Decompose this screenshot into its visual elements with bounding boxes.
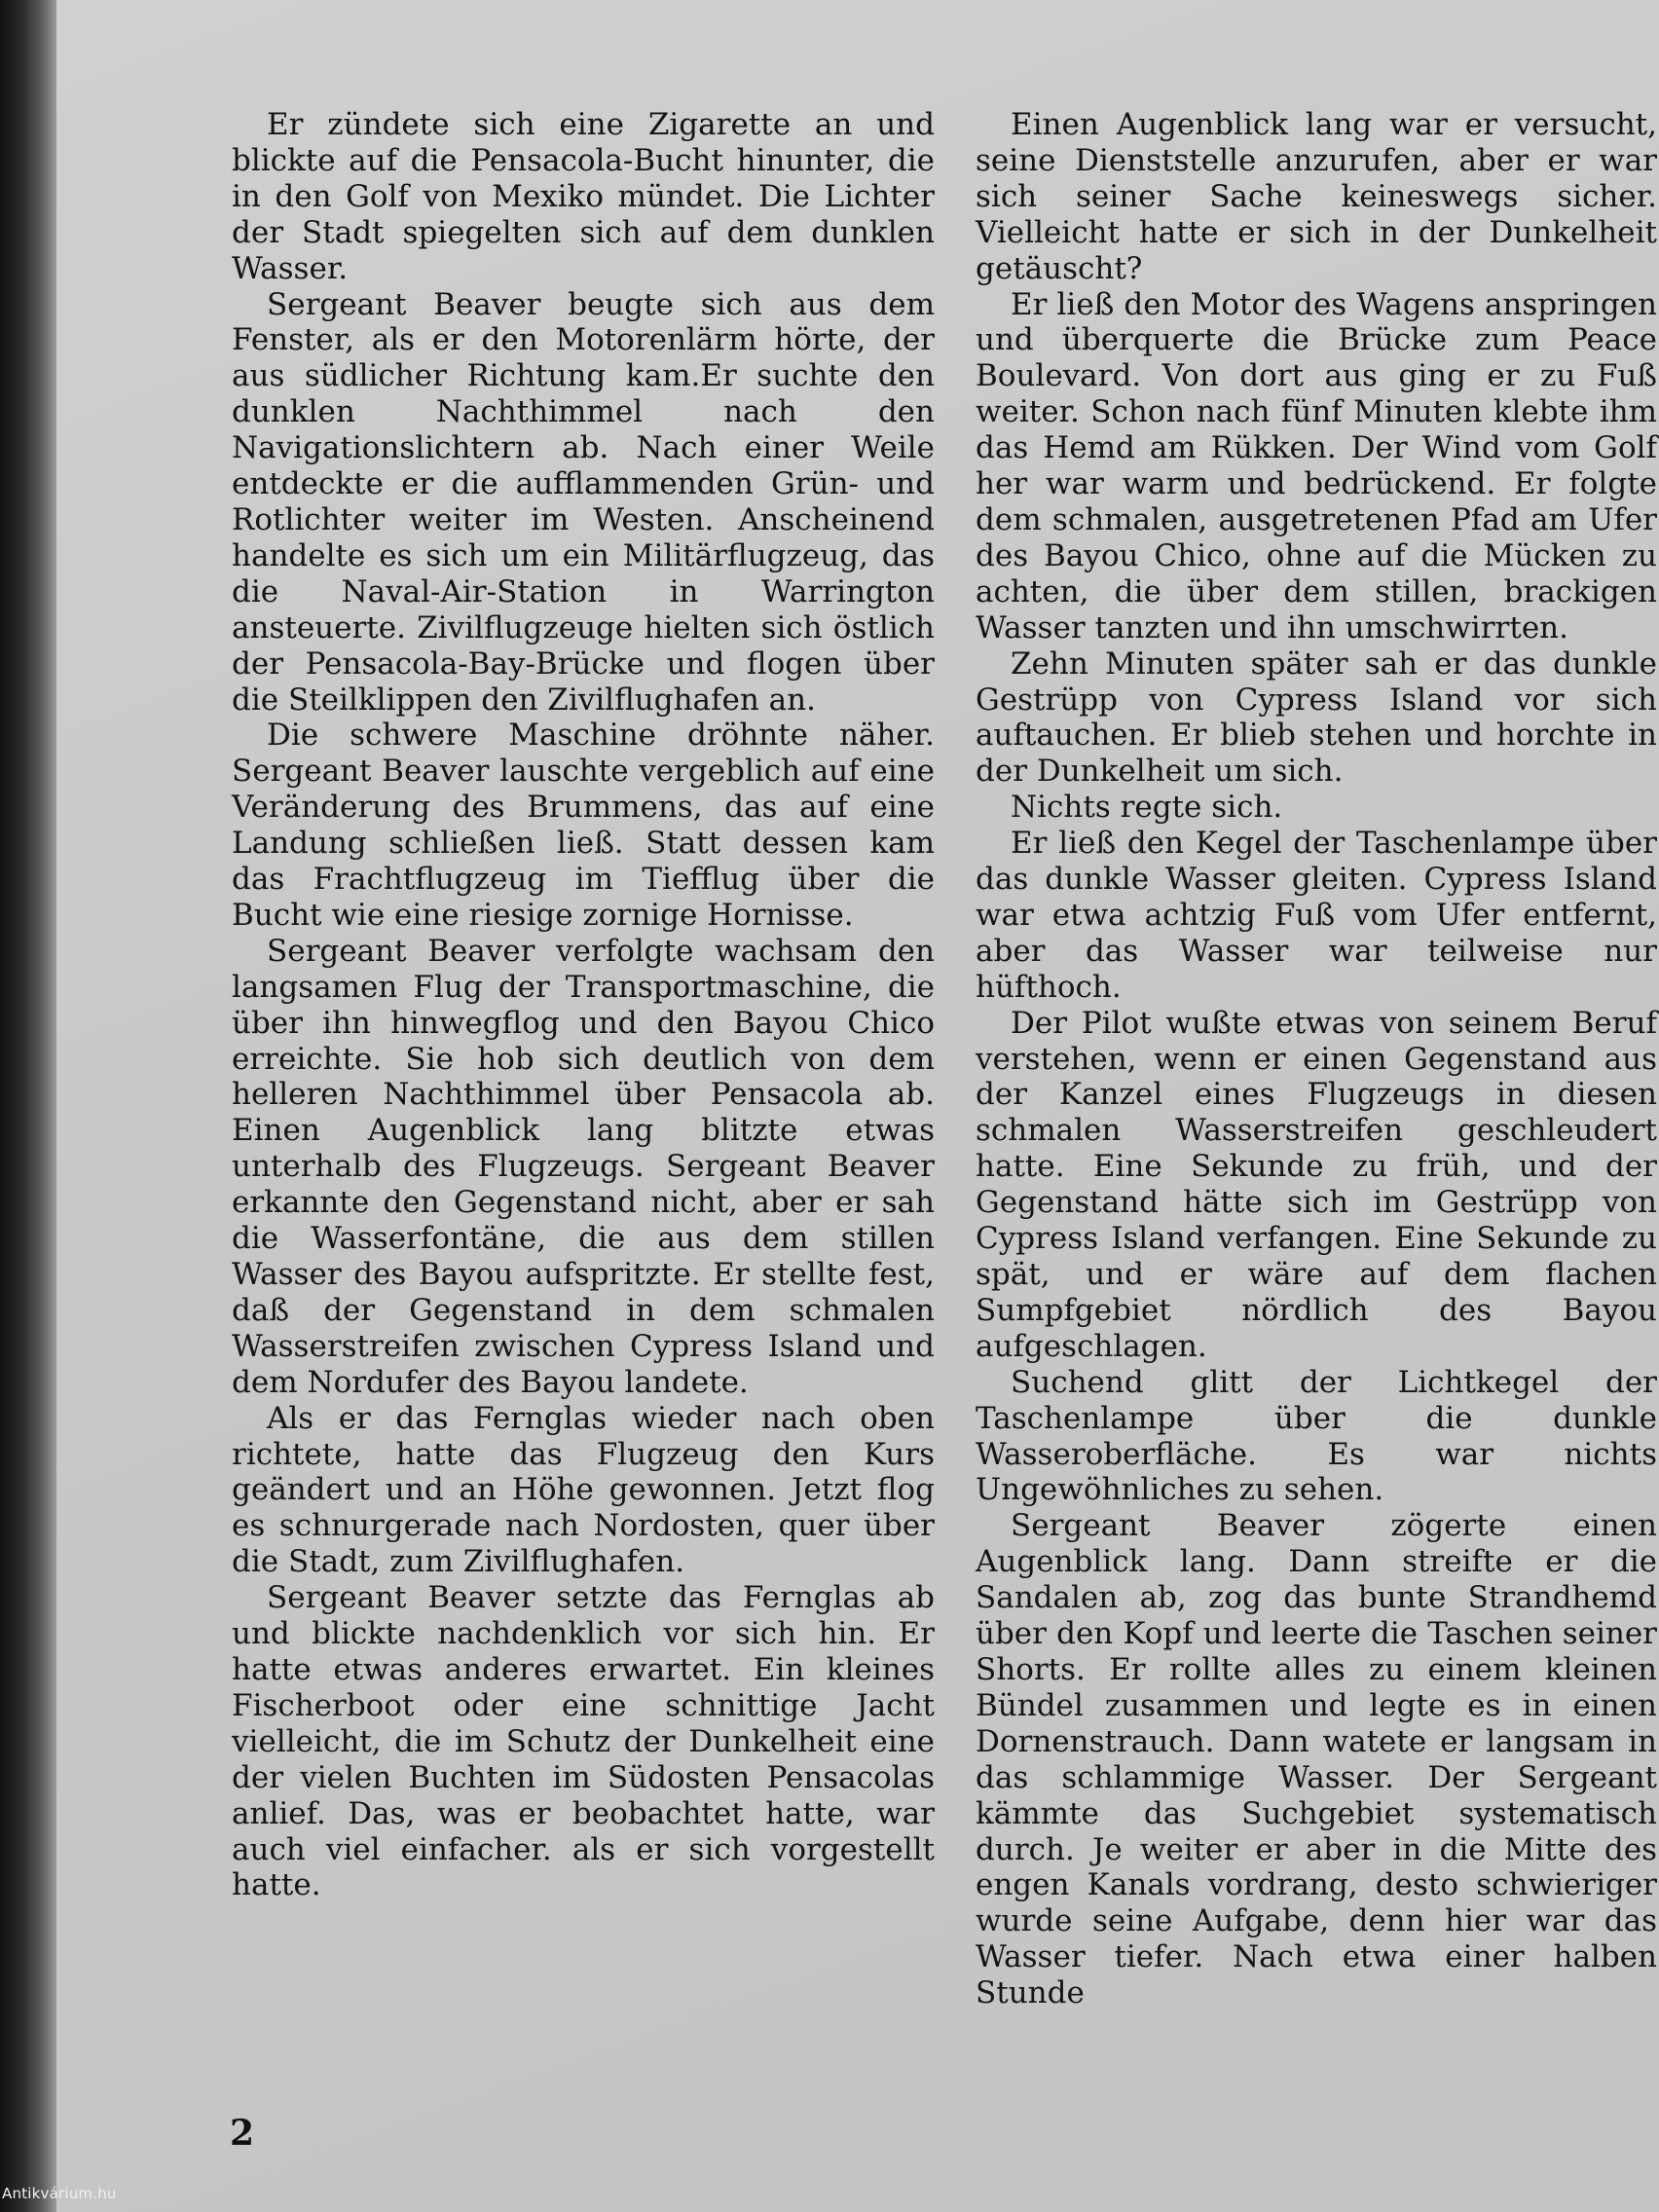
right-paragraph-4: Nichts regte sich. [1011,790,1283,826]
left-paragraph-1: Er zündete sich eine Zigarette an und blickte auf die Pensacola-Bucht hinunter, die in den Golf von Mexiko mündet. Die Lichter der Stadt spiegelten sich auf dem dunklen Wasser. [232,107,935,286]
left-paragraph-6: Sergeant Beaver setzte das Fernglas ab und blickte nachdenklich vor sich hin. Er hatte etwas anderes erwartet. Ein kleines Fischerboot oder eine schnittige Jacht vielleicht, die im Schutz der Dunkelheit eine der vielen Buchten im Südosten Pensacolas anlief. Das, was er beobachtet hatte, war auch viel einfacher. als er sich vorgestellt hatte. [232,1580,935,1903]
right-paragraph-2: Er ließ den Motor des Wagens anspringen und überquerte die Brücke zum Peace Boulevard. Von dort aus ging er zu Fuß weiter. Schon nach fünf Minuten klebte ihm das Hemd am Rükken. Der Wind vom Golf her war warm und bedrückend. Er folgte dem schmalen, ausgetretenen Pfad am Ufer des Bayou Chico, ohne auf die Mücken zu achten, die über dem stillen, brackigen Wasser tanzten und ihn umschwirrten. [976,286,1657,645]
right-paragraph-7: Suchend glitt der Lichtkegel der Taschenlampe über die dunkle Wasseroberfläche. Es war nichts Ungewöhnliches zu sehen. [976,1364,1657,1508]
scan-binding-edge [0,0,56,2212]
watermark: Antikvárium.hu [2,2185,117,2202]
left-column [232,107,935,1903]
right-paragraph-1: Einen Augenblick lang war er versucht, seine Dienststelle anzurufen, aber er war sich seiner Sache keineswegs sicher. Vielleicht hatte er sich in der Dunkelheit getäuscht? [976,107,1657,286]
right-column [976,107,1657,2011]
right-paragraph-6: Der Pilot wußte etwas von seinem Beruf verstehen, wenn er einen Gegenstand aus der Kanzel eines Flugzeugs in diesen schmalen Wasserstreifen geschleudert hatte. Eine Sekunde zu früh, und der Gegenstand hätte sich im Gestrüpp von Cypress Island verfangen. Eine Sekunde zu spät, und er wäre auf dem flachen Sumpfgebiet nördlich des Bayou aufgeschlagen. [976,1005,1657,1364]
left-paragraph-5: Als er das Fernglas wieder nach oben richtete, hatte das Flugzeug den Kurs geändert und an Höhe gewonnen. Jetzt flog es schnurgerade nach Nordosten, quer über die Stadt, zum Zivilflughafen. [232,1400,935,1580]
left-paragraph-3: Die schwere Maschine dröhnte näher. Sergeant Beaver lauschte vergeblich auf eine Veränderung des Brummens, das auf eine Landung schließen ließ. Statt dessen kam das Frachtflugzeug im Tiefflug über die Bucht wie eine riesige zornige Hornisse. [232,718,935,933]
left-paragraph-4: Sergeant Beaver verfolgte wachsam den langsamen Flug der Transportmaschine, die über ihn hinwegflog und den Bayou Chico erreichte. Sie hob sich deutlich von dem helleren Nachthimmel über Pensacola ab. Einen Augenblick lang blitzte etwas unterhalb des Flugzeugs. Sergeant Beaver erkannte den Gegenstand nicht, aber er sah die Wasserfontäne, die aus dem stillen Wasser des Bayou aufspritzte. Er stellte fest, daß der Gegenstand in dem schmalen Wasserstreifen zwischen Cypress Island und dem Nordufer des Bayou landete. [232,933,935,1400]
page-number: 2 [230,2113,255,2154]
right-paragraph-3: Zehn Minuten später sah er das dunkle Gestrüpp von Cypress Island vor sich auftauchen. Er blieb stehen und horchte in der Dunkelheit um sich. [976,645,1657,790]
right-paragraph-8: Sergeant Beaver zögerte einen Augenblick lang. Dann streifte er die Sandalen ab, zog das bunte Strandhemd über den Kopf und leerte die Taschen seiner Shorts. Er rollte alles zu einem kleinen Bündel zusammen und legte es in einen Dornenstrauch. Dann watete er langsam in das schlammige Wasser. Der Sergeant kämmte das Suchgebiet systematisch durch. Je weiter er aber in die Mitte des engen Kanals vordrang, desto schwieriger wurde seine Aufgabe, denn hier war das Wasser tiefer. Nach etwa einer halben Stunde [976,1508,1657,2011]
left-paragraph-2: Sergeant Beaver beugte sich aus dem Fenster, als er den Motorenlärm hörte, der aus südlicher Richtung kam.Er suchte den dunklen Nachthimmel nach den Navigationslichtern ab. Nach einer Weile entdeckte er die aufflammenden Grün- und Rotlichter weiter im Westen. Anscheinend handelte es sich um ein Militärflugzeug, das die Naval-Air-Station in Warrington ansteuerte. Zivilflugzeuge hielten sich östlich der Pensacola-Bay-Brücke und flogen über die Steilklippen den Zivilflughafen an. [232,286,935,718]
right-paragraph-5: Er ließ den Kegel der Taschenlampe über das dunkle Wasser gleiten. Cypress Island war etwa achtzig Fuß vom Ufer entfernt, aber das Wasser war teilweise nur hüfthoch. [976,826,1657,1005]
book-page [56,0,1659,2212]
